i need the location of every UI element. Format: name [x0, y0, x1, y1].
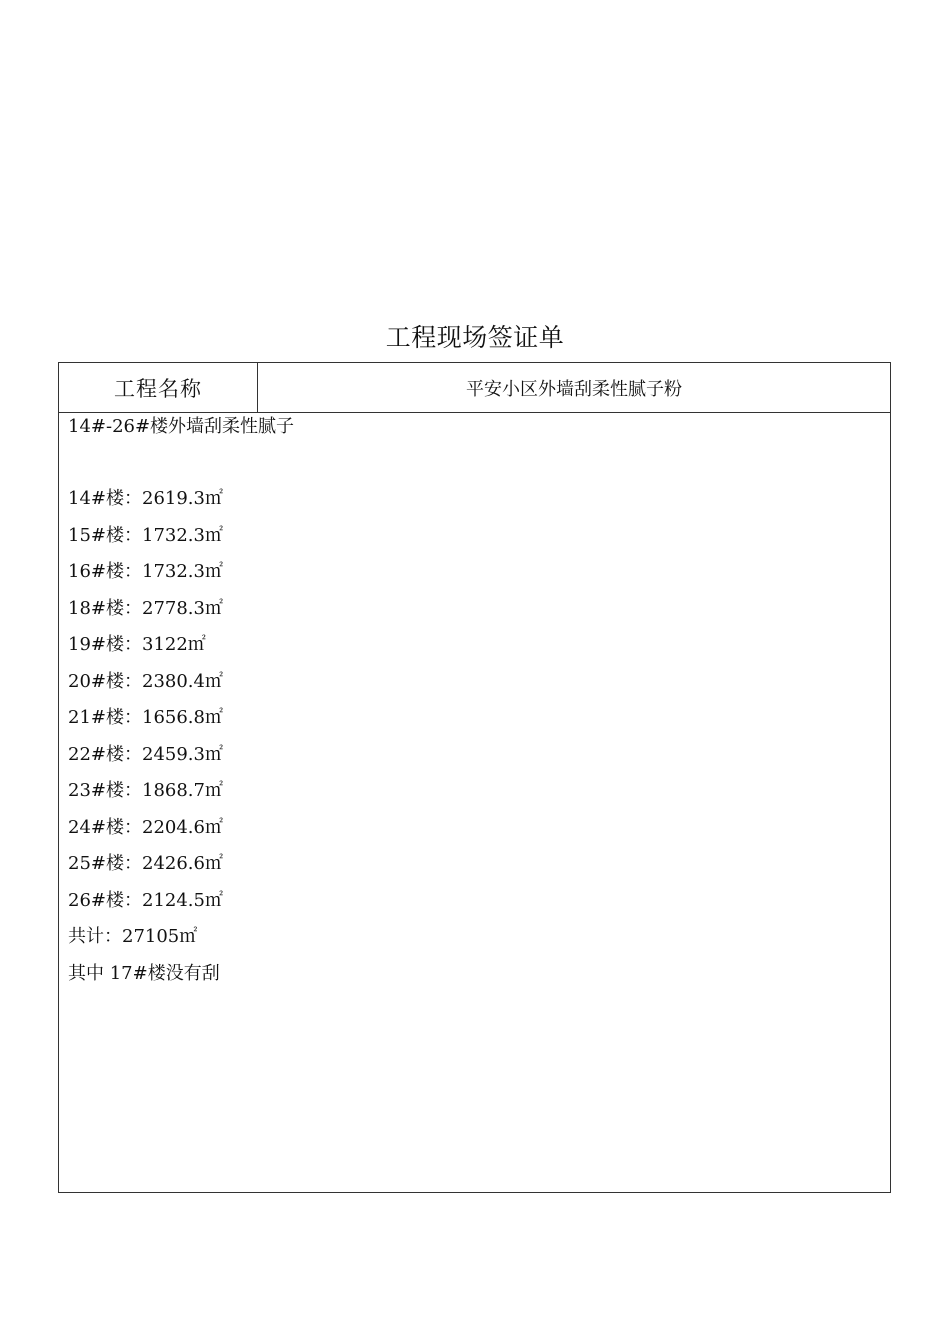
building-area-item: 14#楼：2619.3㎡ [68, 488, 223, 509]
building-area-item: 18#楼：2778.3㎡ [68, 597, 223, 619]
building-area-item: 22#楼：2459.3㎡ [68, 743, 223, 765]
building-area-item: 20#楼：2380.4㎡ [68, 670, 223, 692]
project-name-label: 工程名称 [59, 363, 258, 412]
building-area-list [68, 487, 223, 998]
building-area-item: 24#楼：2204.6㎡ [68, 816, 223, 838]
project-name-value: 平安小区外墙刮柔性腻子粉 [466, 378, 682, 400]
building-area-item: 16#楼：1732.3㎡ [68, 561, 223, 582]
building-area-item: 21#楼：1656.8㎡ [68, 707, 223, 728]
total-area: 共计：27105㎡ [68, 926, 198, 947]
visa-form-table [58, 362, 891, 1193]
building-area-item: 15#楼：1732.3㎡ [68, 524, 223, 546]
building-area-item: 26#楼：2124.5㎡ [68, 889, 223, 911]
building-area-item: 19#楼：3122㎡ [68, 634, 206, 655]
document-title: 工程现场签证单 [385, 323, 565, 352]
project-name-row [59, 363, 890, 413]
content-heading: 14#-26#楼外墙刮柔性腻子 [68, 416, 295, 437]
building-area-item: 25#楼：2426.6㎡ [68, 853, 223, 874]
building-area-item: 23#楼：1868.7㎡ [68, 780, 223, 801]
content-cell [68, 413, 881, 1192]
exclusion-note: 其中 17#楼没有刮 [68, 962, 220, 984]
